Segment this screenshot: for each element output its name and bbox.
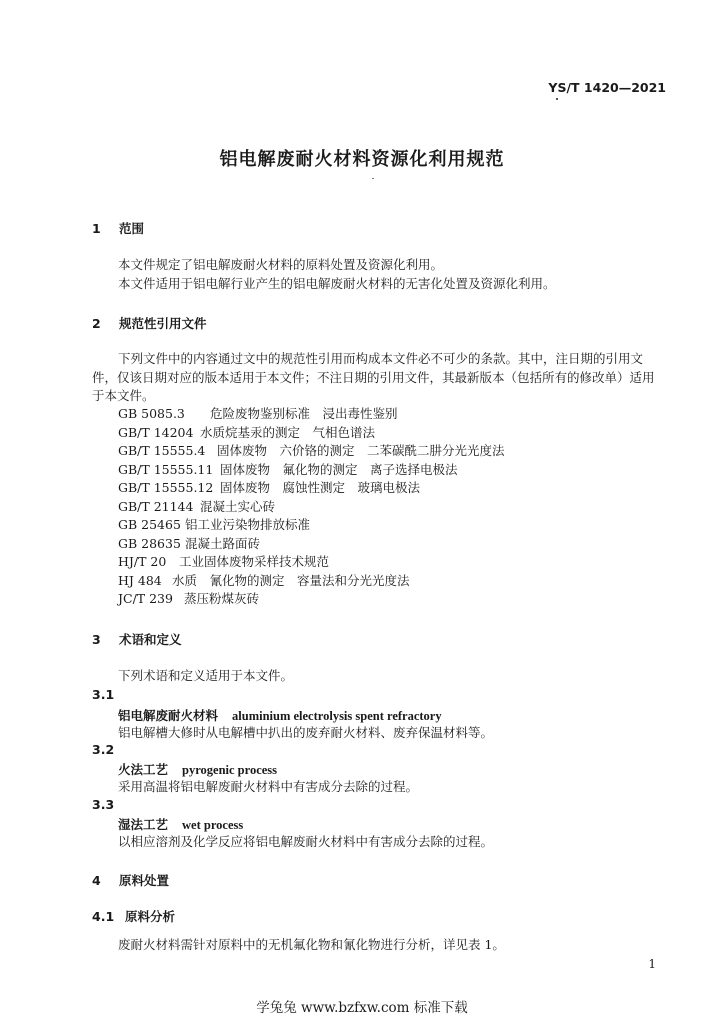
ref-name: 混凝土实心砖 bbox=[200, 498, 276, 514]
ref-name: 危险废物鉴别标准 浸出毒性鉴别 bbox=[210, 406, 398, 421]
section-title: 规范性引用文件 bbox=[119, 316, 207, 331]
paragraph: 本文件规定了铝电解废耐火材料的原料处置及资源化利用。 bbox=[118, 257, 444, 272]
scan-speck bbox=[372, 178, 374, 179]
ref-name: 工业固体废物采样技术规范 bbox=[179, 554, 330, 569]
paragraph: 下列术语和定义适用于本文件。 bbox=[118, 668, 294, 683]
term-definition: 铝电解槽大修时从电解槽中扒出的废弃耐火材料、废弃保温材料等。 bbox=[118, 725, 494, 740]
ref-code: GB 28635 bbox=[118, 535, 181, 551]
clause-number: 3.1 bbox=[92, 687, 115, 702]
clause-number: 3.3 bbox=[92, 797, 115, 812]
reference-item bbox=[118, 461, 505, 480]
ref-code: GB/T 14204 bbox=[118, 424, 194, 440]
reference-item bbox=[118, 498, 505, 517]
reference-item bbox=[118, 424, 505, 443]
term-entry bbox=[118, 760, 277, 778]
ref-name: 混凝土路面砖 bbox=[185, 535, 261, 551]
section-1-heading bbox=[92, 219, 144, 237]
page-number: 1 bbox=[648, 957, 656, 971]
standard-code: YS/T 1420—2021 bbox=[548, 80, 666, 95]
scan-speck bbox=[556, 98, 558, 100]
subsection-4-1-heading bbox=[92, 907, 175, 925]
term-definition: 以相应溶剂及化学反应将铝电解废耐火材料中有害成分去除的过程。 bbox=[118, 834, 494, 849]
intro-paragraph: 下列文件中的内容通过文中的规范性引用而构成本文件必不可少的条款。其中，注日期的引用文件，仅该日期对应的版本适用于本文件；不注日期的引用文件，其最新版本（包括所有的修改单）适用于本文件。 bbox=[92, 351, 655, 403]
paragraph: 废耐火材料需针对原料中的无机氟化物和氰化物进行分析，详见表 1。 bbox=[118, 937, 505, 952]
ref-name: 铝工业污染物排放标准 bbox=[185, 517, 311, 532]
term-zh: 湿法工艺 bbox=[118, 817, 169, 832]
ref-code: HJ 484 bbox=[118, 572, 162, 588]
term-en: aluminium electrolysis spent refractory bbox=[232, 709, 442, 723]
ref-name: 水质 氰化物的测定 容量法和分光光度法 bbox=[172, 572, 410, 588]
reference-list bbox=[118, 405, 505, 609]
reference-item bbox=[118, 516, 505, 535]
ref-code: HJ/T 20 bbox=[118, 554, 167, 569]
term-zh: 火法工艺 bbox=[118, 762, 169, 777]
reference-item bbox=[118, 553, 505, 572]
ref-code: GB/T 15555.4 bbox=[118, 443, 206, 458]
term-en: pyrogenic process bbox=[182, 763, 278, 777]
reference-item bbox=[118, 479, 505, 498]
paragraph: 本文件适用于铝电解行业产生的铝电解废耐火材料的无害化处置及资源化利用。 bbox=[118, 276, 556, 291]
ref-code: GB 25465 bbox=[118, 517, 181, 532]
subsection-number: 4.1 bbox=[92, 909, 115, 924]
term-entry bbox=[118, 706, 442, 724]
section-number: 2 bbox=[92, 316, 101, 331]
term-definition: 采用高温将铝电解废耐火材料中有害成分去除的过程。 bbox=[118, 779, 419, 794]
ref-name: 蒸压粉煤灰砖 bbox=[184, 591, 260, 606]
ref-code: GB 5085.3 bbox=[118, 406, 185, 421]
document-title: 铝电解废耐火材料资源化利用规范 bbox=[219, 149, 505, 170]
clause-number: 3.2 bbox=[92, 742, 115, 757]
ref-name: 固体废物 氟化物的测定 离子选择电极法 bbox=[220, 461, 458, 477]
reference-item bbox=[118, 572, 505, 591]
section-title: 原料处置 bbox=[119, 873, 170, 888]
term-entry bbox=[118, 815, 243, 833]
section-number: 1 bbox=[92, 221, 101, 236]
ref-code: GB/T 21144 bbox=[118, 498, 194, 514]
reference-item bbox=[118, 442, 505, 461]
ref-code: GB/T 15555.12 bbox=[118, 480, 214, 495]
term-en: wet process bbox=[182, 818, 244, 832]
ref-code: JC/T 239 bbox=[118, 591, 173, 606]
subsection-title: 原料分析 bbox=[125, 909, 176, 924]
term-zh: 铝电解废耐火材料 bbox=[118, 708, 219, 723]
reference-item bbox=[118, 405, 505, 424]
ref-name: 固体废物 六价铬的测定 二苯碳酰二肼分光光度法 bbox=[217, 443, 505, 458]
reference-item bbox=[118, 535, 505, 554]
section-2-heading bbox=[92, 314, 207, 332]
reference-item bbox=[118, 590, 505, 609]
section-number: 4 bbox=[92, 873, 101, 888]
section-title: 范围 bbox=[119, 221, 145, 236]
section-number: 3 bbox=[92, 632, 101, 647]
watermark-footer: 学兔兔 www.bzfxw.com 标准下载 bbox=[256, 1000, 468, 1016]
ref-name: 固体废物 腐蚀性测定 玻璃电极法 bbox=[220, 480, 421, 495]
ref-code: GB/T 15555.11 bbox=[118, 461, 214, 477]
section-3-heading bbox=[92, 630, 182, 648]
section-4-heading bbox=[92, 871, 169, 889]
section-title: 术语和定义 bbox=[119, 632, 182, 647]
ref-name: 水质烷基汞的测定 气相色谱法 bbox=[200, 424, 376, 440]
